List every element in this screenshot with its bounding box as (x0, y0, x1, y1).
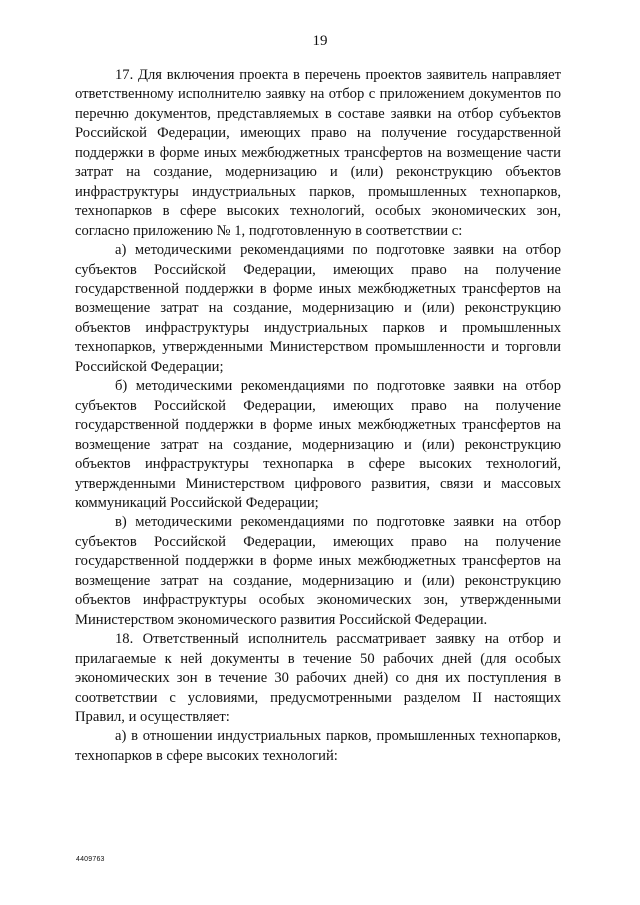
paragraph-17: 17. Для включения проекта в перечень проектов заявитель направляет ответственному исполнителю заявку на отбор с приложением документов по перечню документов, представляемых в составе заявки на отбор субъектов Российской Федерации, имеющих право на получение государственной поддержки в форме иных межбюджетных трансфертов на возмещение части затрат на создание, модернизацию и (или) реконструкцию объектов инфраструктуры индустриальных парков, промышленных технопарков, технопарков в сфере высоких технологий, особых экономических зон, согласно приложению № 1, подготовленную в соответствии с: (75, 67, 561, 239)
paragraph-18: 18. Ответственный исполнитель рассматривает заявку на отбор и прилагаемые к ней документы в течение 50 рабочих дней (для особых экономических зон в течение 30 рабочих дней) со дня их поступления в соответствии с условиями, предусмотренными разделом II настоящих Правил, и осуществляет: (75, 631, 561, 725)
paragraph-17-item-b: б) методическими рекомендациями по подготовке заявки на отбор субъектов Российской Федерации, имеющих право на получение государственной поддержки в форме иных межбюджетных трансфертов на возмещение затрат на создание, модернизацию и (или) реконструкцию объектов инфраструктуры технопарка в сфере высоких технологий, утвержденными Министерством цифрового развития, связи и массовых коммуникаций Российской Федерации; (75, 378, 561, 511)
paragraph-17-item-a: а) методическими рекомендациями по подготовке заявки на отбор субъектов Российской Федерации, имеющих право на получение государственной поддержки в форме иных межбюджетных трансфертов на возмещение затрат на создание, модернизацию и (или) реконструкцию объектов инфраструктуры индустриальных парков и промышленных технопарков, утвержденными Министерством промышленности и торговли Российской Федерации; (75, 242, 561, 375)
document-body (75, 66, 561, 766)
document-id: 4409763 (76, 856, 105, 863)
paragraph-18-item-a: а) в отношении индустриальных парков, промышленных технопарков, технопарков в сфере высоких технологий: (75, 728, 561, 764)
page-number: 19 (312, 33, 328, 49)
paragraph-17-item-v: в) методическими рекомендациями по подготовке заявки на отбор субъектов Российской Федерации, имеющих право на получение государственной поддержки в форме иных межбюджетных трансфертов на возмещение затрат на создание, модернизацию и (или) реконструкцию объектов инфраструктуры особых экономических зон, утвержденными Министерством экономического развития Российской Федерации. (75, 514, 561, 628)
